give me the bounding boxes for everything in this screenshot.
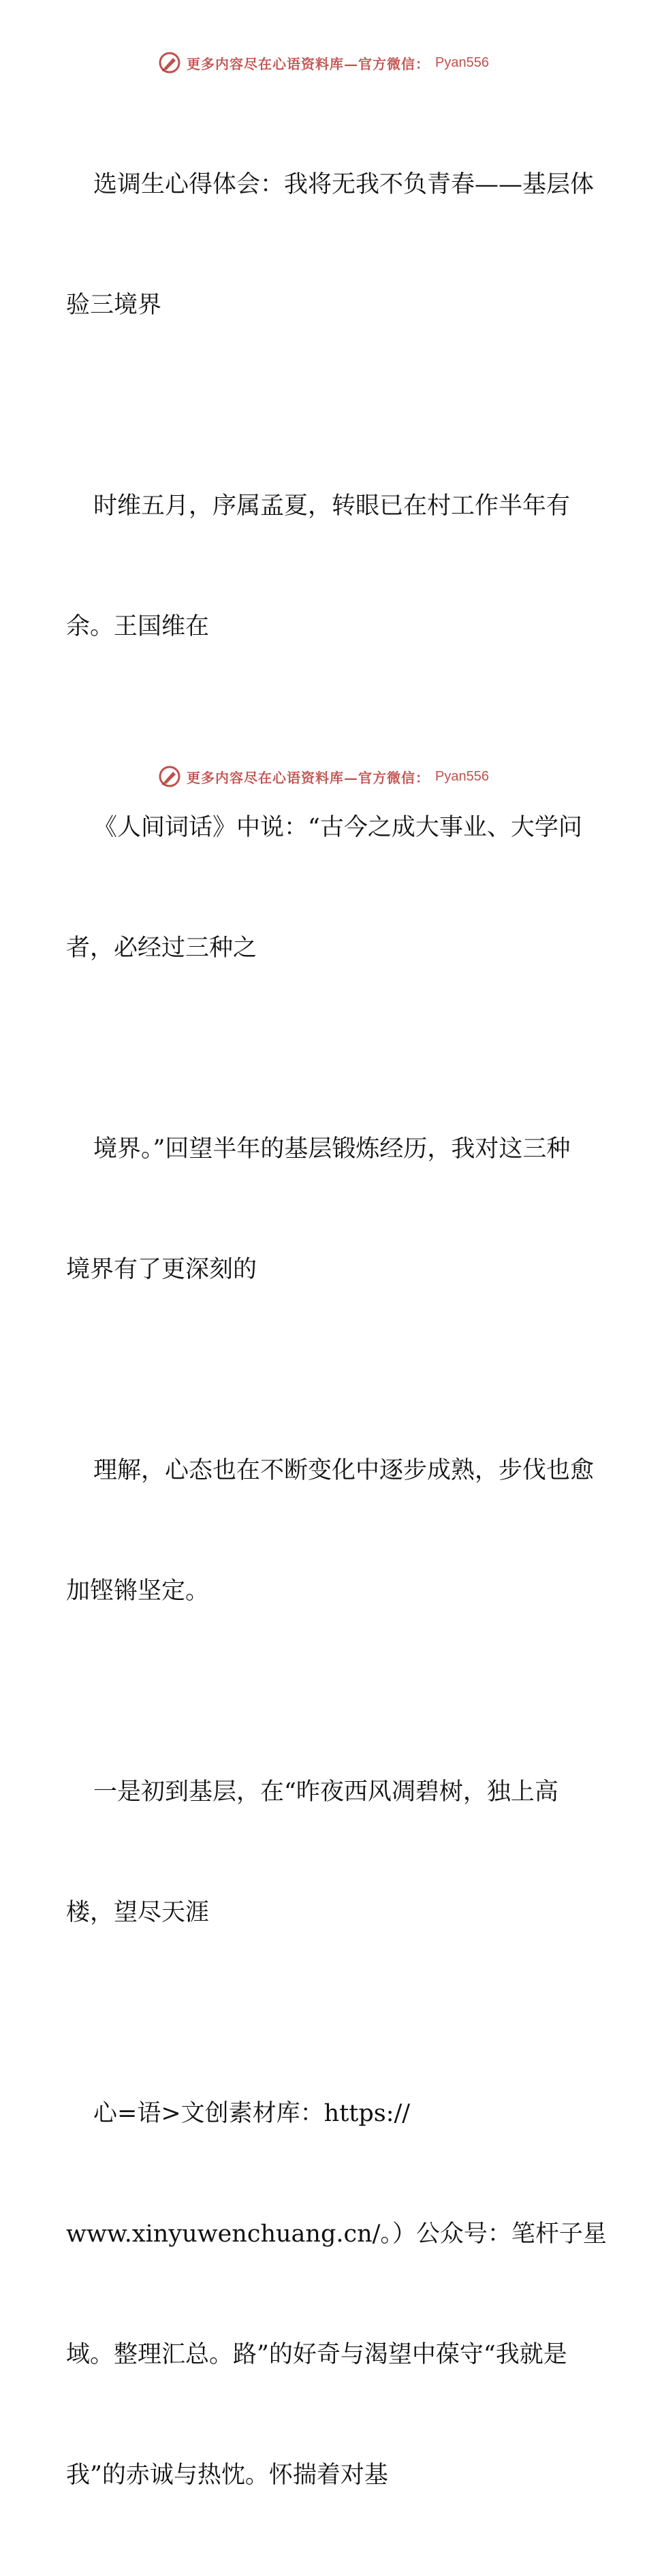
banner-text: 更多内容尽在心语资料库—官方微信： <box>187 769 430 786</box>
text-line: 我”的赤诚与热忱。怀揣着对基 <box>66 2462 388 2489</box>
paragraph <box>66 1692 584 2013</box>
footer-banner <box>0 763 647 790</box>
text-line: 心=语>文创素材库：https:// <box>93 2100 411 2127</box>
text-line: www.xinyuwenchuang.cn/。）公众号：笔杆子星 <box>66 2220 607 2248</box>
text-line: 验三境界 <box>66 292 162 319</box>
text-line: 者，必经过三种之 <box>66 934 257 962</box>
paragraph <box>66 1049 584 1370</box>
text-line: 时维五月，序属孟夏，转眼已在村工作半年有 <box>93 492 571 520</box>
text-line: 《人间词话》中说：“古今之成大事业、大学问 <box>93 814 582 841</box>
text-line: 余。王国维在 <box>66 613 210 640</box>
pen-logo-icon <box>158 51 181 74</box>
text-line: 理解，心态也在不断变化中逐步成熟，步伐也愈 <box>93 1457 595 1484</box>
text-line: 境界。”回望半年的基层锻炼经历，我对这三种 <box>93 1135 571 1163</box>
text-line: 域。整理汇总。路”的好奇与渴望中葆守“我就是 <box>66 2341 567 2368</box>
text-line: 楼，望尽天涯 <box>66 1899 210 1926</box>
text-line: 加铿锵坚定。 <box>66 1577 210 1605</box>
text-line: 境界有了更深刻的 <box>66 1256 257 1283</box>
document-body <box>66 84 607 2576</box>
paragraph <box>66 406 584 727</box>
text-line: 一是初到基层，在“昨夜西风凋碧树，独上高 <box>93 1778 558 1806</box>
paragraph <box>66 1370 595 1692</box>
banner-wechat-id: Pyan556 <box>435 54 489 70</box>
paragraph <box>66 2013 607 2576</box>
banner-text: 更多内容尽在心语资料库—官方微信： <box>187 55 430 72</box>
paragraph-title <box>66 84 595 406</box>
header-banner <box>0 49 647 76</box>
pen-logo-icon <box>158 765 181 788</box>
text-line: 选调生心得体会：我将无我不负青春——基层体 <box>93 171 595 198</box>
banner-wechat-id: Pyan556 <box>435 768 489 784</box>
